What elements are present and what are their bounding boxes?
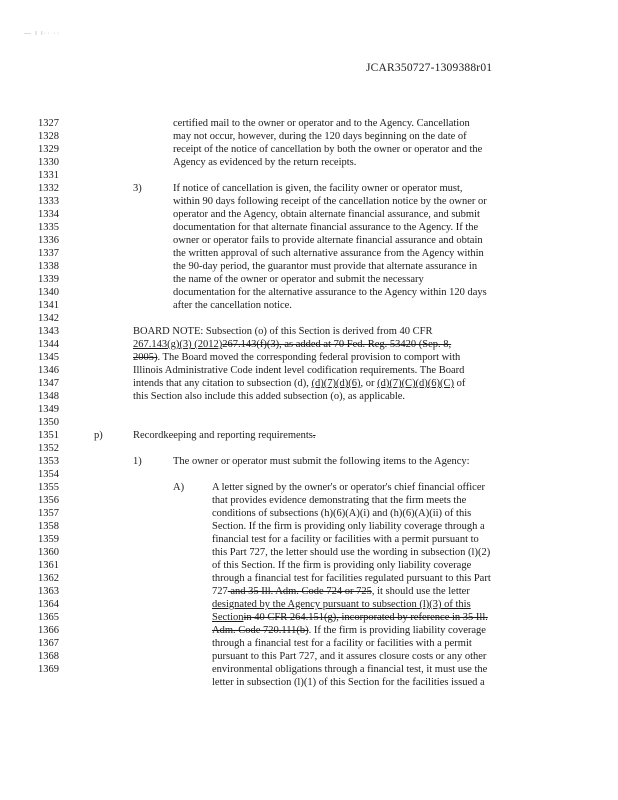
line-number: 1353 xyxy=(38,456,59,467)
inserted-text: designated by the Agency pursuant to subsection (l)(3) of this xyxy=(212,599,471,610)
inserted-text: 267.143(g)(3) (2012) xyxy=(133,339,223,350)
line-number: 1350 xyxy=(38,417,59,428)
line-number: 1337 xyxy=(38,248,59,259)
line-number: 1359 xyxy=(38,534,59,545)
line-number: 1355 xyxy=(38,482,59,493)
item-marker: 1) xyxy=(133,456,142,467)
line-number: 1369 xyxy=(38,664,59,675)
line-number: 1364 xyxy=(38,599,59,610)
text-line xyxy=(133,338,451,351)
text-line: Illinois Administrative Code indent level codification requirements. The Board xyxy=(133,365,465,376)
text-line: Section. If the firm is providing only liability coverage through a xyxy=(212,521,485,532)
line-number: 1362 xyxy=(38,573,59,584)
text-line: receipt of the notice of cancellation by both the owner or operator and the xyxy=(173,144,483,155)
line-number: 1351 xyxy=(38,430,59,441)
text-line: the written approval of such alternative assurance from the Agency within xyxy=(173,248,484,259)
line-number: 1356 xyxy=(38,495,59,506)
text-line: financial test for a facility or facilities with a permit pursuant to xyxy=(212,534,479,545)
document-id: JCAR350727-1309388r01 xyxy=(366,62,493,74)
line-number: 1336 xyxy=(38,235,59,246)
line-number: 1338 xyxy=(38,261,59,272)
line-number: 1334 xyxy=(38,209,59,220)
text-line: pursuant to this Part 727, and it assures closure costs or any other xyxy=(212,651,487,662)
line-number: 1366 xyxy=(38,625,59,636)
text-line: the name of the owner or operator and submit the necessary xyxy=(173,274,424,285)
line-number: 1341 xyxy=(38,300,59,311)
text-line: may not occur, however, during the 120 days beginning on the date of xyxy=(173,131,467,142)
line-number: 1332 xyxy=(38,183,59,194)
line-number: 1367 xyxy=(38,638,59,649)
text-line: documentation for that alternate financial assurance to the Agency. If the xyxy=(173,222,479,233)
text-line: If notice of cancellation is given, the facility owner or operator must, xyxy=(173,183,463,194)
line-number: 1368 xyxy=(38,651,59,662)
text-line: BOARD NOTE: Subsection (o) of this Section is derived from 40 CFR xyxy=(133,326,433,337)
line-number: 1358 xyxy=(38,521,59,532)
line-number: 1348 xyxy=(38,391,59,402)
line-number: 1328 xyxy=(38,131,59,142)
text-line: the 90-day period, the guarantor must provide that alternate assurance in xyxy=(173,261,478,272)
text-line: Adm. Code 720.111(b). If the firm is providing liability coverage xyxy=(212,625,486,636)
line-number: 1361 xyxy=(38,560,59,571)
text-line: operator and the Agency, obtain alternate financial assurance, and submit xyxy=(173,209,480,220)
line-number: 1365 xyxy=(38,612,59,623)
line-number: 1344 xyxy=(38,339,59,350)
line-number: 1335 xyxy=(38,222,59,233)
line-number: 1357 xyxy=(38,508,59,519)
text-line xyxy=(212,611,488,624)
text-line: certified mail to the owner or operator and to the Agency. Cancellation xyxy=(173,118,470,129)
text-line: intends that any citation to subsection (d), (d)(7)(d)(6), or (d)(7)(C)(d)(6)(C) of xyxy=(133,378,466,389)
deleted-text: . xyxy=(312,430,316,441)
inserted-text: (d)(7)(d)(6) xyxy=(311,378,361,389)
text-line: after the cancellation notice. xyxy=(173,300,292,311)
line-number: 1363 xyxy=(38,586,59,597)
text-line: through a financial test for facilities regulated pursuant to this Part xyxy=(212,573,491,584)
line-number: 1342 xyxy=(38,313,59,324)
text-line: documentation for the alternative assurance to the Agency within 120 days xyxy=(173,287,487,298)
line-number: 1327 xyxy=(38,118,59,129)
line-number: 1354 xyxy=(38,469,59,480)
line-number: 1343 xyxy=(38,326,59,337)
subsection-title: Recordkeeping and reporting requirements. xyxy=(133,430,316,441)
deleted-text: 267.143(f)(3), as added at 70 Fed. Reg. 53420 (Sep. 8, xyxy=(222,339,452,350)
line-number: 1352 xyxy=(38,443,59,454)
line-number: 1329 xyxy=(38,144,59,155)
text-line: owner or operator fails to provide alternate financial assurance and obtain xyxy=(173,235,483,246)
deleted-text: in 40 CFR 264.151(g), incorporated by reference in 35 Ill. xyxy=(243,612,488,623)
item-marker: A) xyxy=(173,482,185,493)
line-number: 1347 xyxy=(38,378,59,389)
text-line: Agency as evidenced by the return receipts. xyxy=(173,157,357,168)
line-number: 1331 xyxy=(38,170,59,181)
line-number: 1340 xyxy=(38,287,59,298)
text-line: A letter signed by the owner's or operator's chief financial officer xyxy=(212,482,485,493)
subsection-marker: p) xyxy=(94,430,103,441)
line-number: 1349 xyxy=(38,404,59,415)
line-number: 1345 xyxy=(38,352,59,363)
inserted-text: Section xyxy=(212,612,244,623)
text-line: within 90 days following receipt of the cancellation notice by the owner or xyxy=(173,196,487,207)
text-line: that provides evidence demonstrating that the firm meets the xyxy=(212,495,467,506)
text-line: The owner or operator must submit the following items to the Agency: xyxy=(173,456,470,467)
deleted-text: Adm. Code 720.111(b) xyxy=(212,625,309,636)
text-line: of this Section. If the firm is providing only liability coverage xyxy=(212,560,472,571)
line-number: 1330 xyxy=(38,157,59,168)
text-line: letter in subsection (l)(1) of this Section for the facilities issued a xyxy=(212,677,485,688)
text-line: this Section also include this added subsection (o), as applicable. xyxy=(133,391,406,402)
text-line xyxy=(212,598,471,611)
text-line: 727 and 35 Ill. Adm. Code 724 or 725, it should use the letter xyxy=(212,586,470,597)
inserted-text: (d)(7)(C)(d)(6)(C) xyxy=(377,378,455,389)
text-line: environmental obligations through a financial test, it must use the xyxy=(212,664,488,675)
text-line: conditions of subsections (h)(6)(A)(i) and (h)(6)(A)(ii) of this xyxy=(212,508,472,519)
line-number: 1346 xyxy=(38,365,59,376)
text-line: through a financial test for a facility or facilities with a permit xyxy=(212,638,472,649)
item-marker: 3) xyxy=(133,183,142,194)
line-number: 1339 xyxy=(38,274,59,285)
scan-artifact-mark: — ı ı·· ·· xyxy=(24,30,61,37)
deleted-text: 2005) xyxy=(133,352,158,363)
deleted-text: and 35 Ill. Adm. Code 724 or 725 xyxy=(227,586,372,597)
line-number: 1333 xyxy=(38,196,59,207)
text-line: this Part 727, the letter should use the wording in subsection (l)(2) xyxy=(212,547,491,558)
line-number: 1360 xyxy=(38,547,59,558)
text-line: 2005). The Board moved the corresponding federal provision to comport with xyxy=(133,352,461,363)
